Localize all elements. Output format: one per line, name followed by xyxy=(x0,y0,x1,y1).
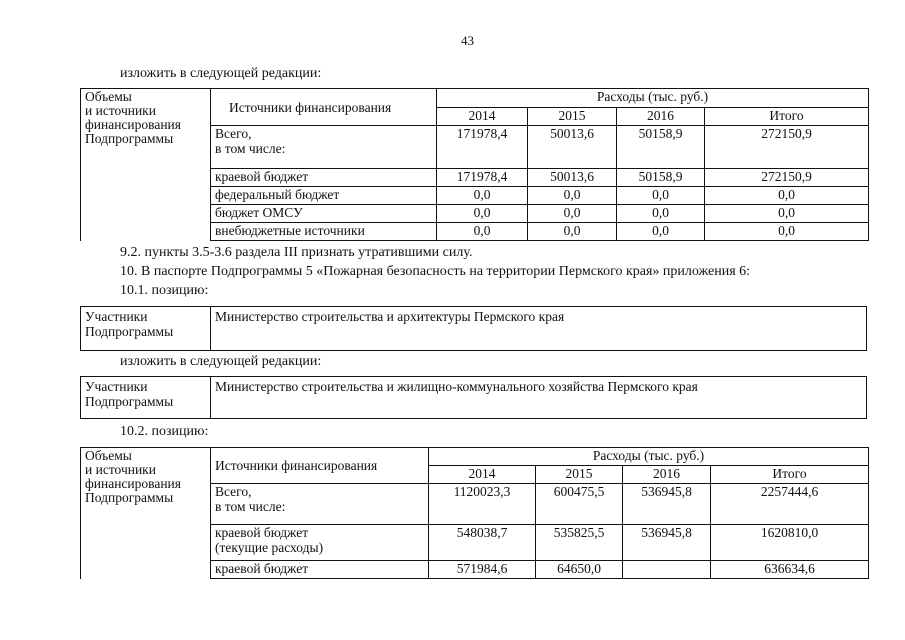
clause-9-2: 9.2. пункты 3.5-3.6 раздела III признать утратившими силу. xyxy=(120,245,473,260)
cell-value: 1120023,3 xyxy=(429,484,536,525)
participants-table-new xyxy=(80,376,867,419)
cell-value: 0,0 xyxy=(617,205,705,223)
cell-value: 536945,8 xyxy=(623,484,711,525)
table1-year-header: 2015 xyxy=(528,108,617,126)
table2-lead-line: Подпрограммы xyxy=(85,490,174,505)
cell-value: 0,0 xyxy=(705,187,869,205)
row-label-line: в том числе: xyxy=(215,141,286,156)
clause-10: 10. В паспорте Подпрограммы 5 «Пожарная безопасность на территории Пермского края» приложения 6: xyxy=(120,264,751,279)
cell-value: 0,0 xyxy=(705,223,869,241)
cell-value: 0,0 xyxy=(528,205,617,223)
cell-value: 50013,6 xyxy=(528,169,617,187)
cell-value: 0,0 xyxy=(528,223,617,241)
row-label-line: Всего, xyxy=(215,126,252,141)
cell-value: 171978,4 xyxy=(437,169,528,187)
row-label-line: краевой бюджет xyxy=(215,525,309,540)
cell-value: 536945,8 xyxy=(623,525,711,561)
cell-value: 50158,9 xyxy=(617,126,705,169)
row-label: федеральный бюджет xyxy=(211,187,437,205)
table1-year-header: 2016 xyxy=(617,108,705,126)
table1-expenses-header: Расходы (тыс. руб.) xyxy=(437,89,869,108)
table1-year-header: 2014 xyxy=(437,108,528,126)
financing-table-2 xyxy=(80,447,869,579)
participants-value: Министерство строительства и жилищно-коммунального хозяйства Пермского края xyxy=(211,377,867,419)
cell-value: 600475,5 xyxy=(536,484,623,525)
table2-sources-header: Источники финансирования xyxy=(211,448,429,484)
participants-label xyxy=(81,307,211,351)
cell-value: 1620810,0 xyxy=(711,525,869,561)
table1-lead-line: Объемы xyxy=(85,89,132,104)
edit-instruction-1: изложить в следующей редакции: xyxy=(120,66,322,81)
table2-total-header: Итого xyxy=(711,466,869,484)
table1-lead-line: и источники xyxy=(85,103,156,118)
row-label: краевой бюджет xyxy=(211,169,437,187)
cell-value: 636634,6 xyxy=(711,561,869,579)
cell-value: 535825,5 xyxy=(536,525,623,561)
cell-value: 171978,4 xyxy=(437,126,528,169)
participants-value: Министерство строительства и архитектуры Пермского края xyxy=(211,307,867,351)
row-label: бюджет ОМСУ xyxy=(211,205,437,223)
table2-lead-line: финансирования xyxy=(85,476,181,491)
row-label-line: Всего, xyxy=(215,484,252,499)
participants-label-line: Участники xyxy=(85,379,148,394)
cell-value: 0,0 xyxy=(617,223,705,241)
participants-label-line: Участники xyxy=(85,309,148,324)
cell-value: 272150,9 xyxy=(705,126,869,169)
cell-value: 0,0 xyxy=(437,205,528,223)
table2-lead-line: и источники xyxy=(85,462,156,477)
participants-label-line: Подпрограммы xyxy=(85,324,174,339)
table1-lead-line: финансирования xyxy=(85,117,181,132)
clause-10-1: 10.1. позицию: xyxy=(120,283,209,298)
page-number: 43 xyxy=(461,33,474,48)
row-label: краевой бюджет xyxy=(211,561,429,579)
row-label-line: в том числе: xyxy=(215,499,286,514)
cell-value: 64650,0 xyxy=(536,561,623,579)
row-label-line: (текущие расходы) xyxy=(215,540,324,555)
row-label xyxy=(211,525,429,561)
participants-label xyxy=(81,377,211,419)
table2-expenses-header: Расходы (тыс. руб.) xyxy=(429,448,869,466)
edit-instruction-2: изложить в следующей редакции: xyxy=(120,354,322,369)
cell-value: 0,0 xyxy=(437,187,528,205)
participants-label-line: Подпрограммы xyxy=(85,394,174,409)
cell-value: 571984,6 xyxy=(429,561,536,579)
cell-value: 0,0 xyxy=(705,205,869,223)
cell-value: 50013,6 xyxy=(528,126,617,169)
table1-total-header: Итого xyxy=(705,108,869,126)
clause-10-2: 10.2. позицию: xyxy=(120,424,209,439)
cell-value: 272150,9 xyxy=(705,169,869,187)
cell-value: 0,0 xyxy=(528,187,617,205)
cell-value: 2257444,6 xyxy=(711,484,869,525)
table2-lead-line: Объемы xyxy=(85,448,132,463)
table2-year-header: 2015 xyxy=(536,466,623,484)
table2-year-header: 2014 xyxy=(429,466,536,484)
cell-value: 50158,9 xyxy=(617,169,705,187)
cell-value: 0,0 xyxy=(617,187,705,205)
table2-year-header: 2016 xyxy=(623,466,711,484)
row-label: внебюджетные источники xyxy=(211,223,437,241)
table1-lead-cell xyxy=(81,89,211,241)
row-label xyxy=(211,126,437,169)
cell-value: 548038,7 xyxy=(429,525,536,561)
row-label xyxy=(211,484,429,525)
financing-table-1 xyxy=(80,88,869,241)
table2-lead-cell xyxy=(81,448,211,579)
table1-sources-header: Источники финансирования xyxy=(211,89,437,126)
participants-table-old xyxy=(80,306,867,351)
cell-value xyxy=(623,561,711,579)
table1-lead-line: Подпрограммы xyxy=(85,131,174,146)
cell-value: 0,0 xyxy=(437,223,528,241)
